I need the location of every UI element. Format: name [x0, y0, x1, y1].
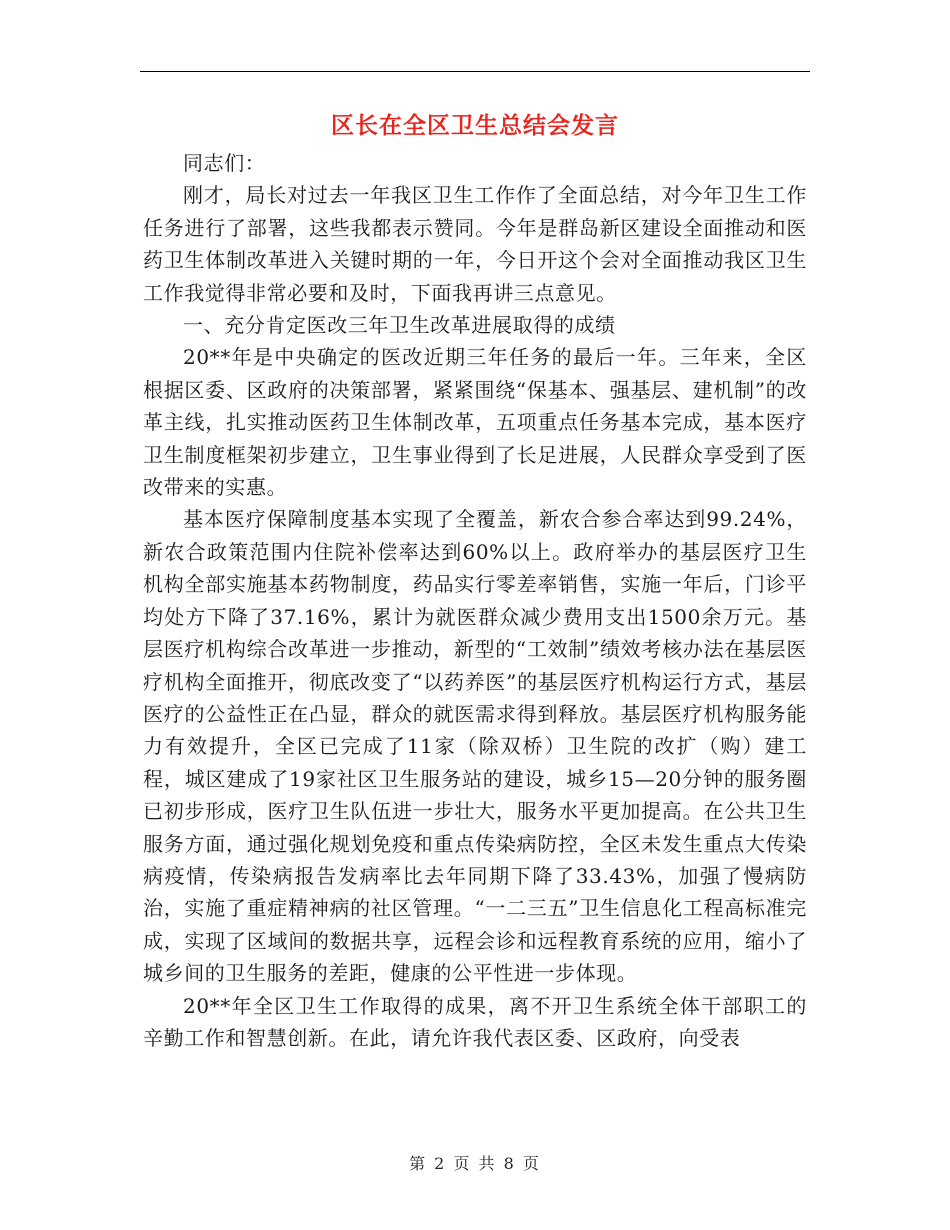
document-title: 区长在全区卫生总结会发言: [331, 112, 619, 139]
document-body: [143, 147, 807, 1054]
section-heading: 一、充分肯定医改三年卫生改革进展取得的成绩: [183, 313, 616, 338]
salutation: 同志们：: [183, 151, 266, 175]
body-paragraph: 刚才，局长对过去一年我区卫生工作作了全面总结，对今年卫生工作任务进行了部署，这些我都表示赞同。今年是群岛新区建设全面推动和医药卫生体制改革进入关键时期的一年，今日开这个会对全面推动我区卫生工作我觉得非常必要和及时，下面我再讲三点意见。: [143, 183, 807, 305]
body-paragraph: 20**年全区卫生工作取得的成果，离不开卫生系统全体干部职工的辛勤工作和智慧创新。在此，请允许我代表区委、区政府，向受表: [143, 993, 807, 1050]
page-number: 第 2 页 共 8 页: [409, 1154, 541, 1173]
header-rule: [140, 71, 810, 72]
body-paragraph: 基本医疗保障制度基本实现了全覆盖，新农合参合率达到99.24%，新农合政策范围内住院补偿率达到60%以上。政府举办的基层医疗卫生机构全部实施基本药物制度，药品实行零差率销售，实施一年后，门诊平均处方下降了37.16%，累计为就医群众减少费用支出1500余万元。基层医疗机构综合改革进一步推动，新型的“工效制”绩效考核办法在基层医疗机构全面推开，彻底改变了“以药养医”的基层医疗机构运行方式，基层医疗的公益性正在凸显，群众的就医需求得到释放。基层医疗机构服务能力有效提升，全区已完成了11家（除双桥）卫生院的改扩（购）建工程，城区建成了19家社区卫生服务站的建设，城乡15—20分钟的服务圈已初步形成，医疗卫生队伍进一步壮大，服务水平更加提高。在公共卫生服务方面，通过强化规划免疫和重点传染病防控，全区未发生重点大传染病疫情，传染病报告发病率比去年同期下降了33.43%，加强了慢病防治，实施了重症精神病的社区管理。“一二三五”卫生信息化工程高标准完成，实现了区域间的数据共享，远程会诊和远程教育系统的应用，缩小了城乡间的卫生服务的差距，健康的公平性进一步体现。: [143, 507, 807, 986]
body-paragraph: 20**年是中央确定的医改近期三年任务的最后一年。三年来，全区根据区委、区政府的决策部署，紧紧围绕“保基本、强基层、建机制”的改革主线，扎实推动医药卫生体制改革，五项重点任务基本完成，基本医疗卫生制度框架初步建立，卫生事业得到了长足进展，人民群众享受到了医改带来的实惠。: [143, 345, 807, 500]
